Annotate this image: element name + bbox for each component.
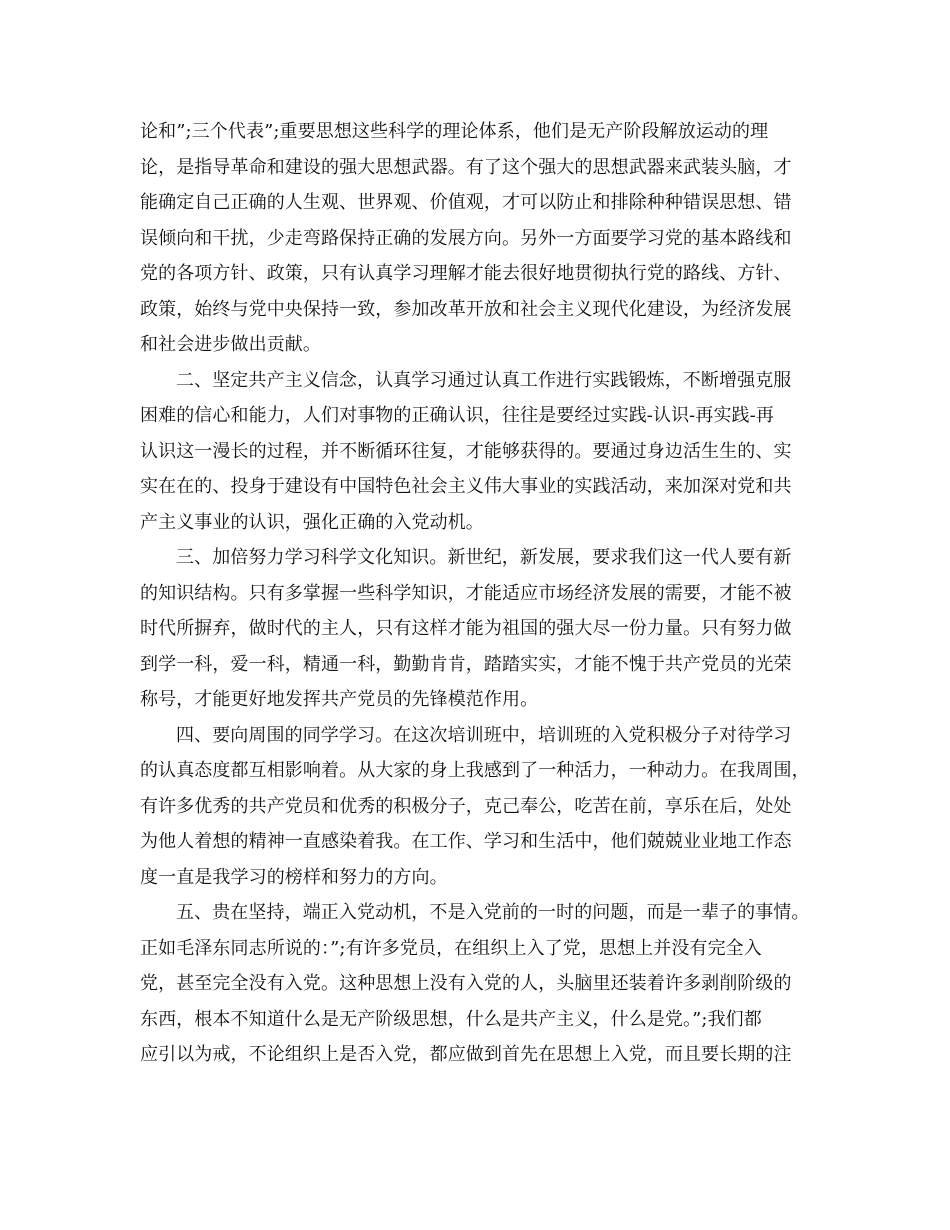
text-line: 正如毛泽东同志所说的：”;有许多党员，在组织上入了党，思想上并没有完全入	[140, 937, 762, 959]
text-line: 政策，始终与党中央保持一致，参加改革开放和社会主义现代化建设，为经济发展	[140, 298, 792, 320]
paragraph-1	[140, 114, 820, 363]
text-line: 困难的信心和能力，人们对事物的正确认识，往往是要经过实践-认识-再实践-再	[140, 405, 774, 426]
text-line: 和社会进步做出贡献。	[140, 334, 321, 355]
text-line: 东西，根本不知道什么是无产阶级思想，什么是共产主义，什么是党。”;我们都	[140, 1008, 762, 1030]
text-line: 实在在的、投身于建设有中国特色社会主义伟大事业的实践活动，来加深对党和共	[140, 476, 792, 497]
text-line: 二、坚定共产主义信念，认真学习通过认真工作进行实践锻炼，不断增强克服	[176, 369, 792, 391]
text-line: 五、贵在坚持，端正入党动机，不是入党前的一时的问题，而是一辈子的事情。	[176, 902, 810, 923]
text-line: 应引以为戒，不论组织上是否入党，都应做到首先在思想上入党，而且要长期的注	[140, 1044, 792, 1065]
text-line: 论和”;三个代表”;重要思想这些科学的理论体系，他们是无产阶段解放运动的理	[140, 121, 769, 142]
text-line: 为他人着想的精神一直感染着我。在工作、学习和生活中，他们兢兢业业地工作态	[140, 831, 792, 852]
paragraph-3	[140, 540, 820, 718]
text-line: 产主义事业的认识，强化正确的入党动机。	[140, 511, 484, 533]
text-line: 能确定自己正确的人生观、世界观、价值观，才可以防止和排除种种错误思想、错	[140, 192, 792, 213]
text-line: 的认真态度都互相影响着。从大家的身上我感到了一种活力，一种动力。在我周围，	[140, 760, 810, 781]
text-line: 认识这一漫长的过程，并不断循环往复，才能够获得的。要通过身边活生生的、实	[140, 440, 792, 462]
text-line: 时代所摒弃，做时代的主人，只有这样才能为祖国的强大尽一份力量。只有努力做	[140, 618, 792, 639]
text-line: 论，是指导革命和建设的强大思想武器。有了这个强大的思想武器来武装头脑，才	[140, 156, 792, 178]
text-line: 到学一科，爱一科，精通一科，勤勤肯肯，踏踏实实，才能不愧于共产党员的光荣	[140, 653, 792, 675]
text-line: 误倾向和干扰，少走弯路保持正确的发展方向。另外一方面要学习党的基本路线和	[140, 227, 792, 249]
paragraph-2	[140, 363, 820, 541]
text-line: 党的各项方针、政策，只有认真学习理解才能去很好地贯彻执行党的路线、方针、	[140, 263, 792, 284]
text-line: 三、加倍努力学习科学文化知识。新世纪，新发展，要求我们这一代人要有新	[176, 547, 792, 568]
paragraph-4	[140, 718, 820, 896]
paragraph-5	[140, 895, 820, 1073]
text-line: 有许多优秀的共产党员和优秀的积极分子，克己奉公，吃苦在前，享乐在后，处处	[140, 795, 792, 817]
text-line: 称号，才能更好地发挥共产党员的先锋模范作用。	[140, 689, 539, 710]
text-line: 四、要向周围的同学学习。在这次培训班中，培训班的入党积极分子对待学习	[176, 724, 792, 746]
text-line: 的知识结构。只有多掌握一些科学知识，才能适应市场经济发展的需要，才能不被	[140, 582, 792, 604]
text-line: 党，甚至完全没有入党。这种思想上没有入党的人，头脑里还装着许多剥削阶级的	[140, 973, 792, 994]
document-body	[140, 114, 820, 1073]
text-line: 度一直是我学习的榜样和努力的方向。	[140, 866, 448, 888]
